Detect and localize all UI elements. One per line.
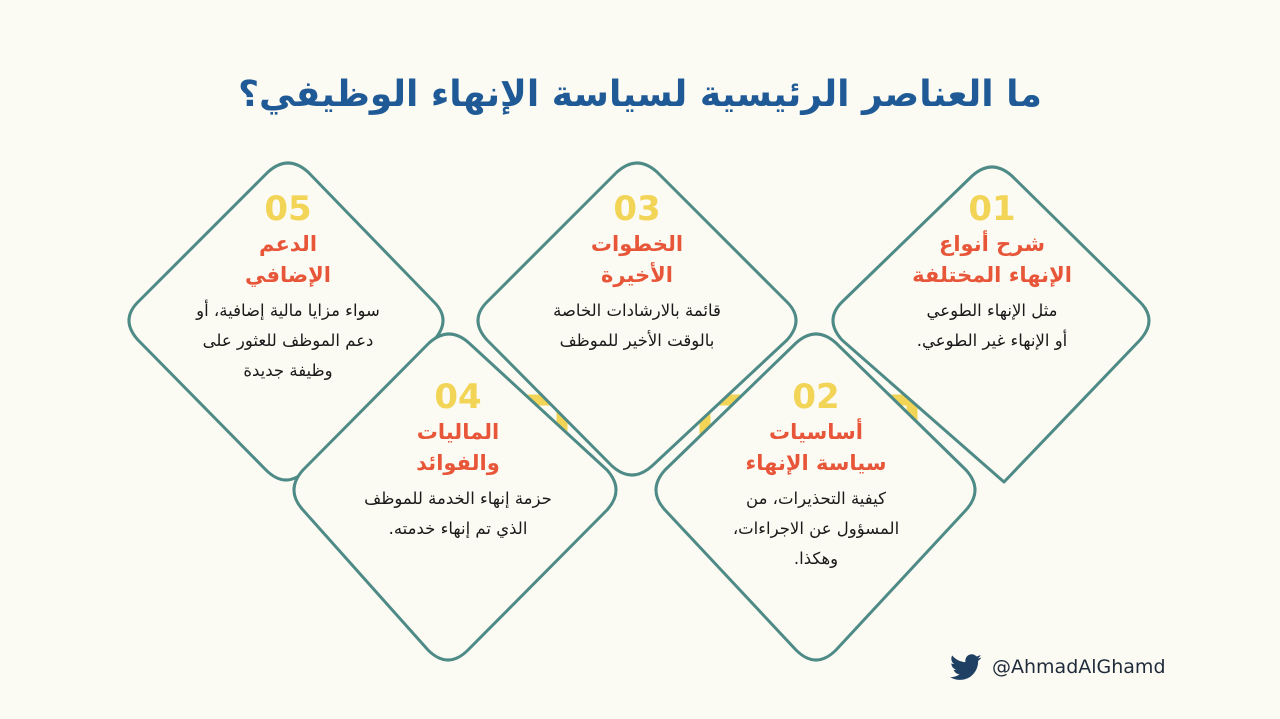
- item-body-line1: مثل الإنهاء الطوعي: [926, 301, 1058, 320]
- item-heading-line2: والفوائد: [416, 451, 500, 475]
- item-body-line2: الذي تم إنهاء خدمته.: [388, 519, 528, 538]
- item-heading-line2: الأخيرة: [600, 263, 673, 287]
- item-number: 02: [792, 377, 840, 417]
- item-body-line3: وهكذا.: [793, 549, 839, 568]
- item-heading-line1: شرح أنواع: [939, 232, 1045, 256]
- item-number: 01: [968, 189, 1016, 229]
- item-number: 03: [613, 189, 661, 229]
- item-03: [517, 190, 757, 356]
- item-body-line2: المسؤول عن الاجراءات،: [732, 519, 900, 538]
- item-02: [696, 378, 936, 574]
- item-number: 05: [264, 189, 312, 229]
- item-heading-line1: أساسيات: [769, 420, 863, 444]
- item-body-line2: بالوقت الأخير للموظف: [559, 331, 715, 350]
- item-01: [872, 190, 1112, 356]
- item-heading-line2: الإضافي: [244, 263, 331, 287]
- item-body-line2: دعم الموظف للعثور على: [202, 331, 374, 350]
- item-body-line1: سواء مزايا مالية إضافية، أو: [196, 301, 380, 320]
- item-body-line3: وظيفة جديدة: [243, 361, 333, 380]
- item-heading-line2: سياسة الإنهاء: [745, 451, 887, 475]
- twitter-bird-icon: [950, 654, 982, 681]
- twitter-handle[interactable]: [950, 652, 1166, 682]
- page-title: ما العناصر الرئيسية لسياسة الإنهاء الوظيفي؟: [238, 74, 1042, 115]
- item-04: [338, 378, 578, 544]
- item-body-line2: أو الإنهاء غير الطوعي.: [916, 331, 1068, 350]
- item-body-line1: كيفية التحذيرات، من: [746, 489, 886, 508]
- item-05: [168, 190, 408, 386]
- item-heading-line2: الإنهاء المختلفة: [912, 263, 1072, 287]
- item-heading-line1: الخطوات: [590, 232, 684, 256]
- item-heading-line1: الماليات: [416, 420, 500, 444]
- item-body-line1: حزمة إنهاء الخدمة للموظف: [364, 489, 552, 508]
- item-number: 04: [434, 377, 482, 417]
- item-heading-line1: الدعم: [258, 232, 318, 256]
- item-body-line1: قائمة بالارشادات الخاصة: [553, 301, 721, 320]
- handle-text[interactable]: @AhmadAlGhamd: [992, 656, 1166, 678]
